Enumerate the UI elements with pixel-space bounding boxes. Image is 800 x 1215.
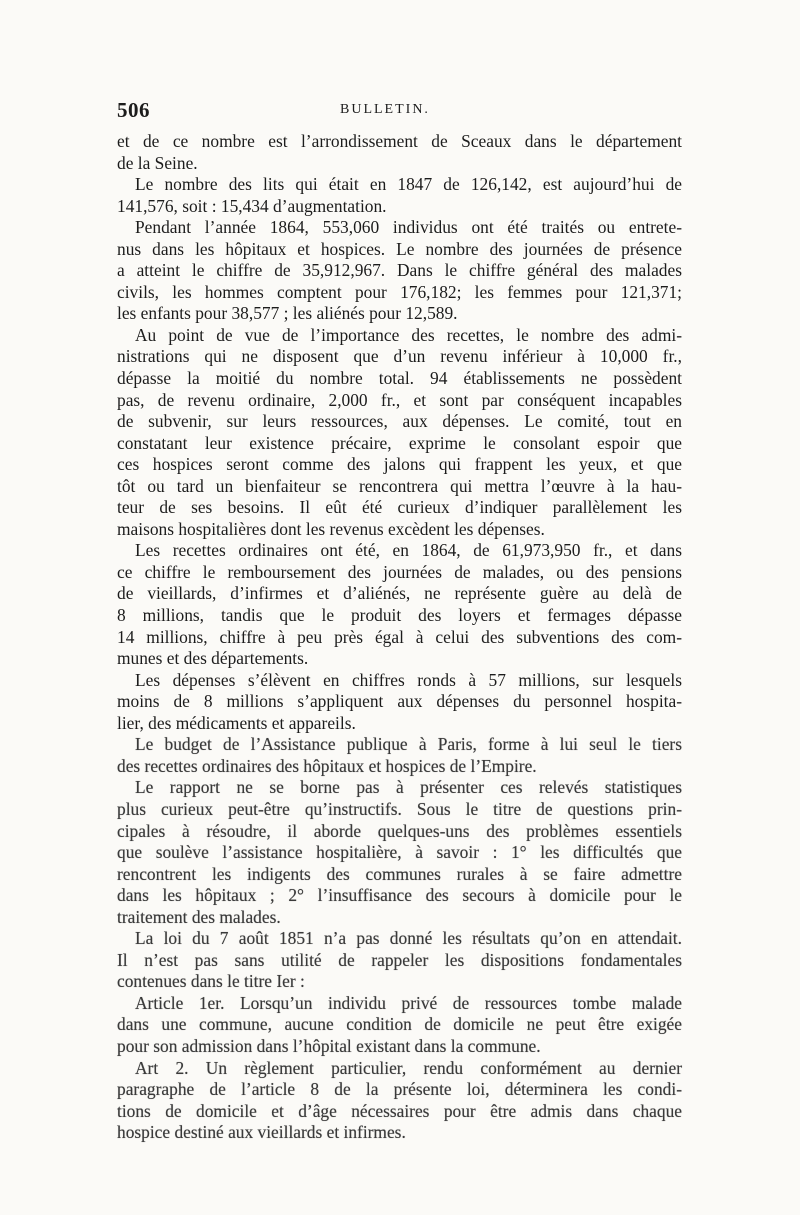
text-line: de la Seine.	[117, 152, 198, 173]
text-line: lier, des médicaments et appareils.	[117, 712, 356, 733]
text-line: Le rapport ne se borne pas à présenter ces relevés statistiques	[135, 777, 682, 798]
text-line: tions de domicile et d’âge nécessaires pour être admis dans chaque	[117, 1100, 682, 1121]
text-line: La loi du 7 août 1851 n’a pas donné les résultats qu’on en attendait.	[135, 928, 682, 949]
text-line: civils, les hommes comptent pour 176,182; les femmes pour 121,371;	[117, 281, 682, 302]
text-line: Le budget de l’Assistance publique à Paris, forme à lui seul le tiers	[135, 734, 682, 755]
text-line: Art 2. Un règlement particulier, rendu conformément au dernier	[135, 1057, 682, 1078]
page-number: 506	[117, 98, 150, 122]
text-line: dépasse la moitié du nombre total. 94 établissements ne possèdent	[117, 368, 682, 389]
text-line: plus curieux peut-être qu’instructifs. Sous le titre de questions prin-	[117, 798, 682, 819]
text-line: pour son admission dans l’hôpital existant dans la commune.	[117, 1035, 541, 1056]
text-line: des recettes ordinaires des hôpitaux et hospices de l’Empire.	[117, 755, 537, 776]
text-line: Article 1er. Lorsqu’un individu privé de ressources tombe malade	[135, 992, 682, 1013]
text-line: ce chiffre le remboursement des journées de malades, ou des pensions	[117, 561, 682, 582]
text-line: les enfants pour 38,577 ; les aliénés pour 12,589.	[117, 303, 458, 324]
text-line: 141,576, soit : 15,434 d’augmentation.	[117, 195, 387, 216]
text-line: cipales à résoudre, il aborde quelques-uns des problèmes essentiels	[117, 820, 682, 841]
text-line: nus dans les hôpitaux et hospices. Le nombre des journées de présence	[117, 238, 682, 259]
text-line: rencontrent les indigents des communes rurales à se faire admettre	[117, 863, 682, 884]
text-line: teur de ses besoins. Il eût été curieux d’indiquer parallèlement les	[117, 497, 682, 518]
text-line: Les recettes ordinaires ont été, en 1864, de 61,973,950 fr., et dans	[135, 540, 682, 561]
text-line: Pendant l’année 1864, 553,060 individus ont été traités ou entrete-	[135, 217, 682, 238]
text-line: constatant leur existence précaire, exprime le consolant espoir que	[117, 432, 682, 453]
running-title: BULLETIN.	[340, 102, 430, 117]
text-line: tôt ou tard un bienfaiteur se rencontrera qui mettra l’œuvre à la hau-	[117, 475, 682, 496]
text-line: a atteint le chiffre de 35,912,967. Dans le chiffre général des malades	[117, 260, 682, 281]
body-text	[117, 131, 682, 1144]
text-line: nistrations qui ne disposent que d’un revenu inférieur à 10,000 fr.,	[117, 346, 682, 367]
text-line: contenues dans le titre Ier :	[117, 971, 305, 992]
text-line: 14 millions, chiffre à peu près égal à celui des subventions des com-	[117, 626, 682, 647]
text-line: munes et des départements.	[117, 648, 309, 669]
text-line: dans une commune, aucune condition de domicile ne peut être exigée	[117, 1014, 682, 1035]
text-line: moins de 8 millions s’appliquent aux dépenses du personnel hospita-	[117, 691, 682, 712]
text-line: Les dépenses s’élèvent en chiffres ronds à 57 millions, sur lesquels	[135, 669, 682, 690]
text-line: et de ce nombre est l’arrondissement de Sceaux dans le département	[117, 131, 682, 151]
text-line: paragraphe de l’article 8 de la présente loi, déterminera les condi-	[117, 1079, 682, 1100]
text-line: maisons hospitalières dont les revenus excèdent les dépenses.	[117, 518, 545, 539]
text-line: que soulève l’assistance hospitalière, à savoir : 1° les difficultés que	[117, 842, 682, 863]
text-line: Le nombre des lits qui était en 1847 de 126,142, est aujourd’hui de	[135, 174, 682, 195]
page-header	[117, 98, 682, 122]
text-line: Au point de vue de l’importance des recettes, le nombre des admi-	[135, 324, 682, 345]
text-line: pas, de revenu ordinaire, 2,000 fr., et sont par conséquent incapables	[117, 389, 682, 410]
text-line: de subvenir, sur leurs ressources, aux dépenses. Le comité, tout en	[117, 411, 682, 432]
text-line: dans les hôpitaux ; 2° l’insuffisance des secours à domicile pour le	[117, 885, 682, 906]
text-line: traitement des malades.	[117, 906, 281, 927]
text-line: Il n’est pas sans utilité de rappeler les dispositions fondamentales	[117, 949, 682, 970]
text-line: hospice destiné aux vieillards et infirmes.	[117, 1122, 406, 1143]
text-line: 8 millions, tandis que le produit des loyers et fermages dépasse	[117, 605, 682, 626]
text-line: ces hospices seront comme des jalons qui frappent les yeux, et que	[117, 454, 682, 475]
text-line: de vieillards, d’infirmes et d’aliénés, ne représente guère au delà de	[117, 583, 682, 604]
